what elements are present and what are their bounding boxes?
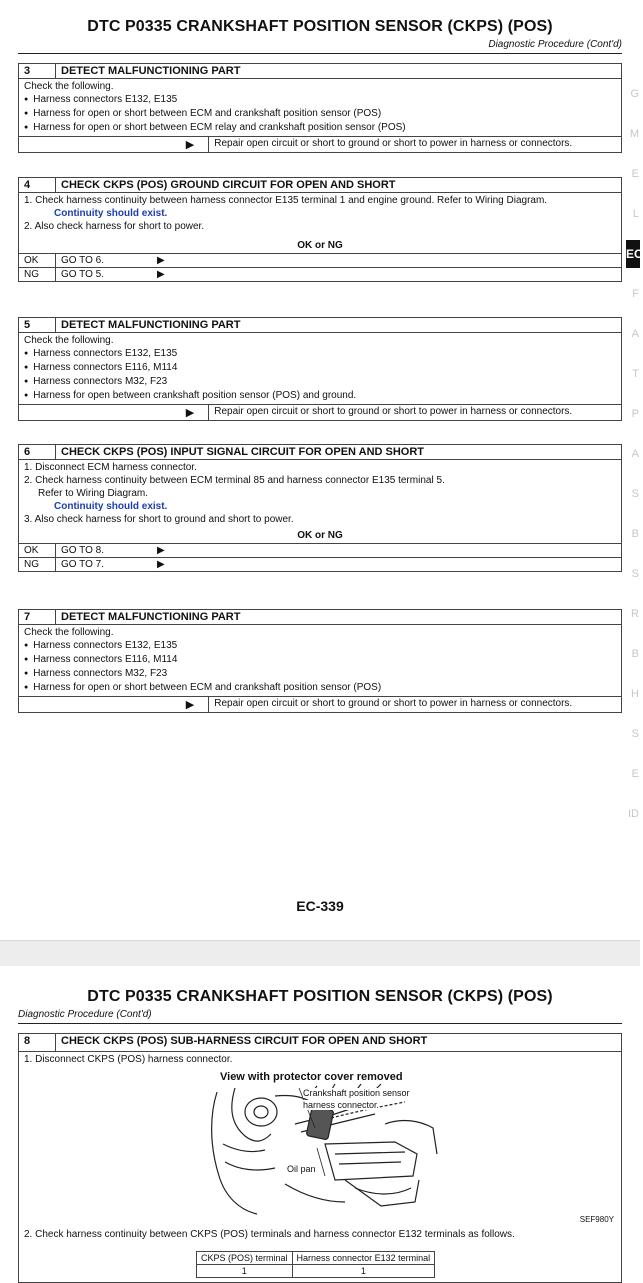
title-rule [18,1023,622,1024]
arrow-icon: ▶ [157,545,165,556]
bullet-item: ● Harness connectors M32, F23 [24,667,616,681]
terminal-table [196,1251,435,1278]
go-to-link: GO TO 6. [56,254,622,268]
section-tab[interactable]: S [631,568,639,580]
bullet-item: ● Harness connectors E116, M114 [24,653,616,667]
section-tab[interactable]: P [631,408,639,420]
step-7-block [18,609,622,713]
step-5-block [18,317,622,421]
title-rule [18,53,622,54]
body-line: 1. Check harness continuity between harness connector E135 terminal 1 and engine ground. Refer to Wiring Diagram. [24,195,548,206]
step-heading: DETECT MALFUNCTIONING PART [56,318,622,333]
step-number: 6 [19,445,56,460]
step-number: 3 [19,64,56,79]
figure-label-sensor: Crankshaft position sensor [303,1088,410,1098]
page-title: DTC P0335 CRANKSHAFT POSITION SENSOR (CKPS) (POS) [87,18,553,35]
bullet-item: ● Harness for open between crankshaft position sensor (POS) and ground. [24,389,616,403]
body-line: 2. Check harness continuity between CKPS (POS) terminals and harness connector E132 terminals as follows. [24,1229,515,1240]
table-cell: 1 [292,1265,435,1278]
section-tab[interactable]: A [631,448,639,460]
arrow-icon: ▶ [19,405,209,421]
section-tab[interactable]: S [631,488,639,500]
page-separator [0,940,640,968]
table-header: Harness connector E132 terminal [292,1252,435,1265]
section-tab[interactable]: ID [628,808,639,820]
result-label: OK [24,255,39,266]
action-text: Repair open circuit or short to ground or short to power in harness or connectors. [209,137,622,153]
figure-title: View with protector cover removed [220,1071,403,1083]
section-tab[interactable]: L [632,208,639,220]
step-number: 4 [19,178,56,193]
step-number: 7 [19,610,56,625]
bullet-item: ● Harness connectors M32, F23 [24,375,616,389]
arrow-icon: ▶ [157,269,165,280]
bullet-item: ● Harness for open or short between ECM and crankshaft position sensor (POS) [24,107,616,121]
section-tab[interactable]: A [631,328,639,340]
ok-or-ng-heading: OK or NG [297,240,343,251]
step-body [19,460,622,544]
go-to-link: GO TO 5. [56,268,622,282]
step-body [19,333,622,405]
page-subtitle: Diagnostic Procedure (Cont'd) [18,1009,152,1020]
action-text: Repair open circuit or short to ground or short to power in harness or connectors. [209,697,622,713]
step-number: 8 [19,1034,56,1052]
go-to-link: GO TO 7. [56,558,622,572]
arrow-icon: ▶ [19,137,209,153]
section-tab[interactable]: E [631,168,639,180]
section-tab[interactable]: B [631,528,639,540]
bullet-item: ● Harness for open or short between ECM relay and crankshaft position sensor (POS) [24,121,616,135]
figure-code: SEF980Y [579,1215,614,1224]
figure-label-connector: harness connector [303,1100,378,1110]
result-label: OK [24,545,39,556]
body-line: Refer to Wiring Diagram. [38,488,149,499]
step-body [19,193,622,254]
section-tab[interactable]: E [631,768,639,780]
section-tab[interactable]: H [631,688,639,700]
body-line: 3. Also check harness for short to ground and short to power. [24,514,294,525]
body-line: 1. Disconnect CKPS (POS) harness connector. [24,1054,233,1065]
bullet-item: ● Harness connectors E132, E135 [24,639,616,653]
bullet-item: ● Harness connectors E116, M114 [24,361,616,375]
arrow-icon: ▶ [157,559,165,570]
table-header: CKPS (POS) terminal [197,1252,293,1265]
step-heading: DETECT MALFUNCTIONING PART [56,64,622,79]
section-tab-active[interactable]: EC [626,240,640,268]
ok-or-ng-heading: OK or NG [297,530,343,541]
step-6-block [18,444,622,572]
section-tab[interactable]: M [629,128,639,140]
step-4-block [18,177,622,282]
body-line: Check the following. [24,627,114,638]
figure-label-oil-pan: Oil pan [287,1164,316,1174]
section-tab[interactable]: S [631,728,639,740]
step-heading: CHECK CKPS (POS) GROUND CIRCUIT FOR OPEN AND SHORT [56,178,622,193]
spec-text: Continuity should exist. [54,501,168,512]
section-tab[interactable]: B [631,648,639,660]
section-tab[interactable]: R [631,608,639,620]
body-line: 1. Disconnect ECM harness connector. [24,462,197,473]
section-tab[interactable]: G [630,88,639,100]
step-3-block [18,63,622,153]
arrow-icon: ▶ [157,255,165,266]
body-line: Check the following. [24,335,114,346]
body-line: Check the following. [24,81,114,92]
action-text: Repair open circuit or short to ground or short to power in harness or connectors. [209,405,622,421]
result-label: NG [24,269,39,280]
step-heading: CHECK CKPS (POS) INPUT SIGNAL CIRCUIT FOR OPEN AND SHORT [56,445,622,460]
manual-page-next [0,966,640,1280]
step-heading: DETECT MALFUNCTIONING PART [56,610,622,625]
result-label: NG [24,559,39,570]
bullet-item: ● Harness for open or short between ECM and crankshaft position sensor (POS) [24,681,616,695]
table-cell: 1 [197,1265,293,1278]
bullet-item: ● Harness connectors E132, E135 [24,347,616,361]
section-tab[interactable]: F [632,288,639,300]
page-title: DTC P0335 CRANKSHAFT POSITION SENSOR (CKPS) (POS) [87,988,553,1005]
page-number: EC-339 [296,898,344,914]
body-line: 2. Check harness continuity between ECM terminal 85 and harness connector E135 terminal 5. [24,475,445,486]
section-tab[interactable]: T [632,368,639,380]
body-line: 2. Also check harness for short to power. [24,221,205,232]
step-heading: CHECK CKPS (POS) SUB-HARNESS CIRCUIT FOR OPEN AND SHORT [56,1034,622,1052]
page-subtitle: Diagnostic Procedure (Cont'd) [488,39,622,50]
arrow-icon: ▶ [19,697,209,713]
step-body [19,79,622,137]
step-body [19,625,622,697]
go-to-link: GO TO 8. [56,544,622,558]
bullet-item: ● Harness connectors E132, E135 [24,93,616,107]
spec-text: Continuity should exist. [54,208,168,219]
step-number: 5 [19,318,56,333]
